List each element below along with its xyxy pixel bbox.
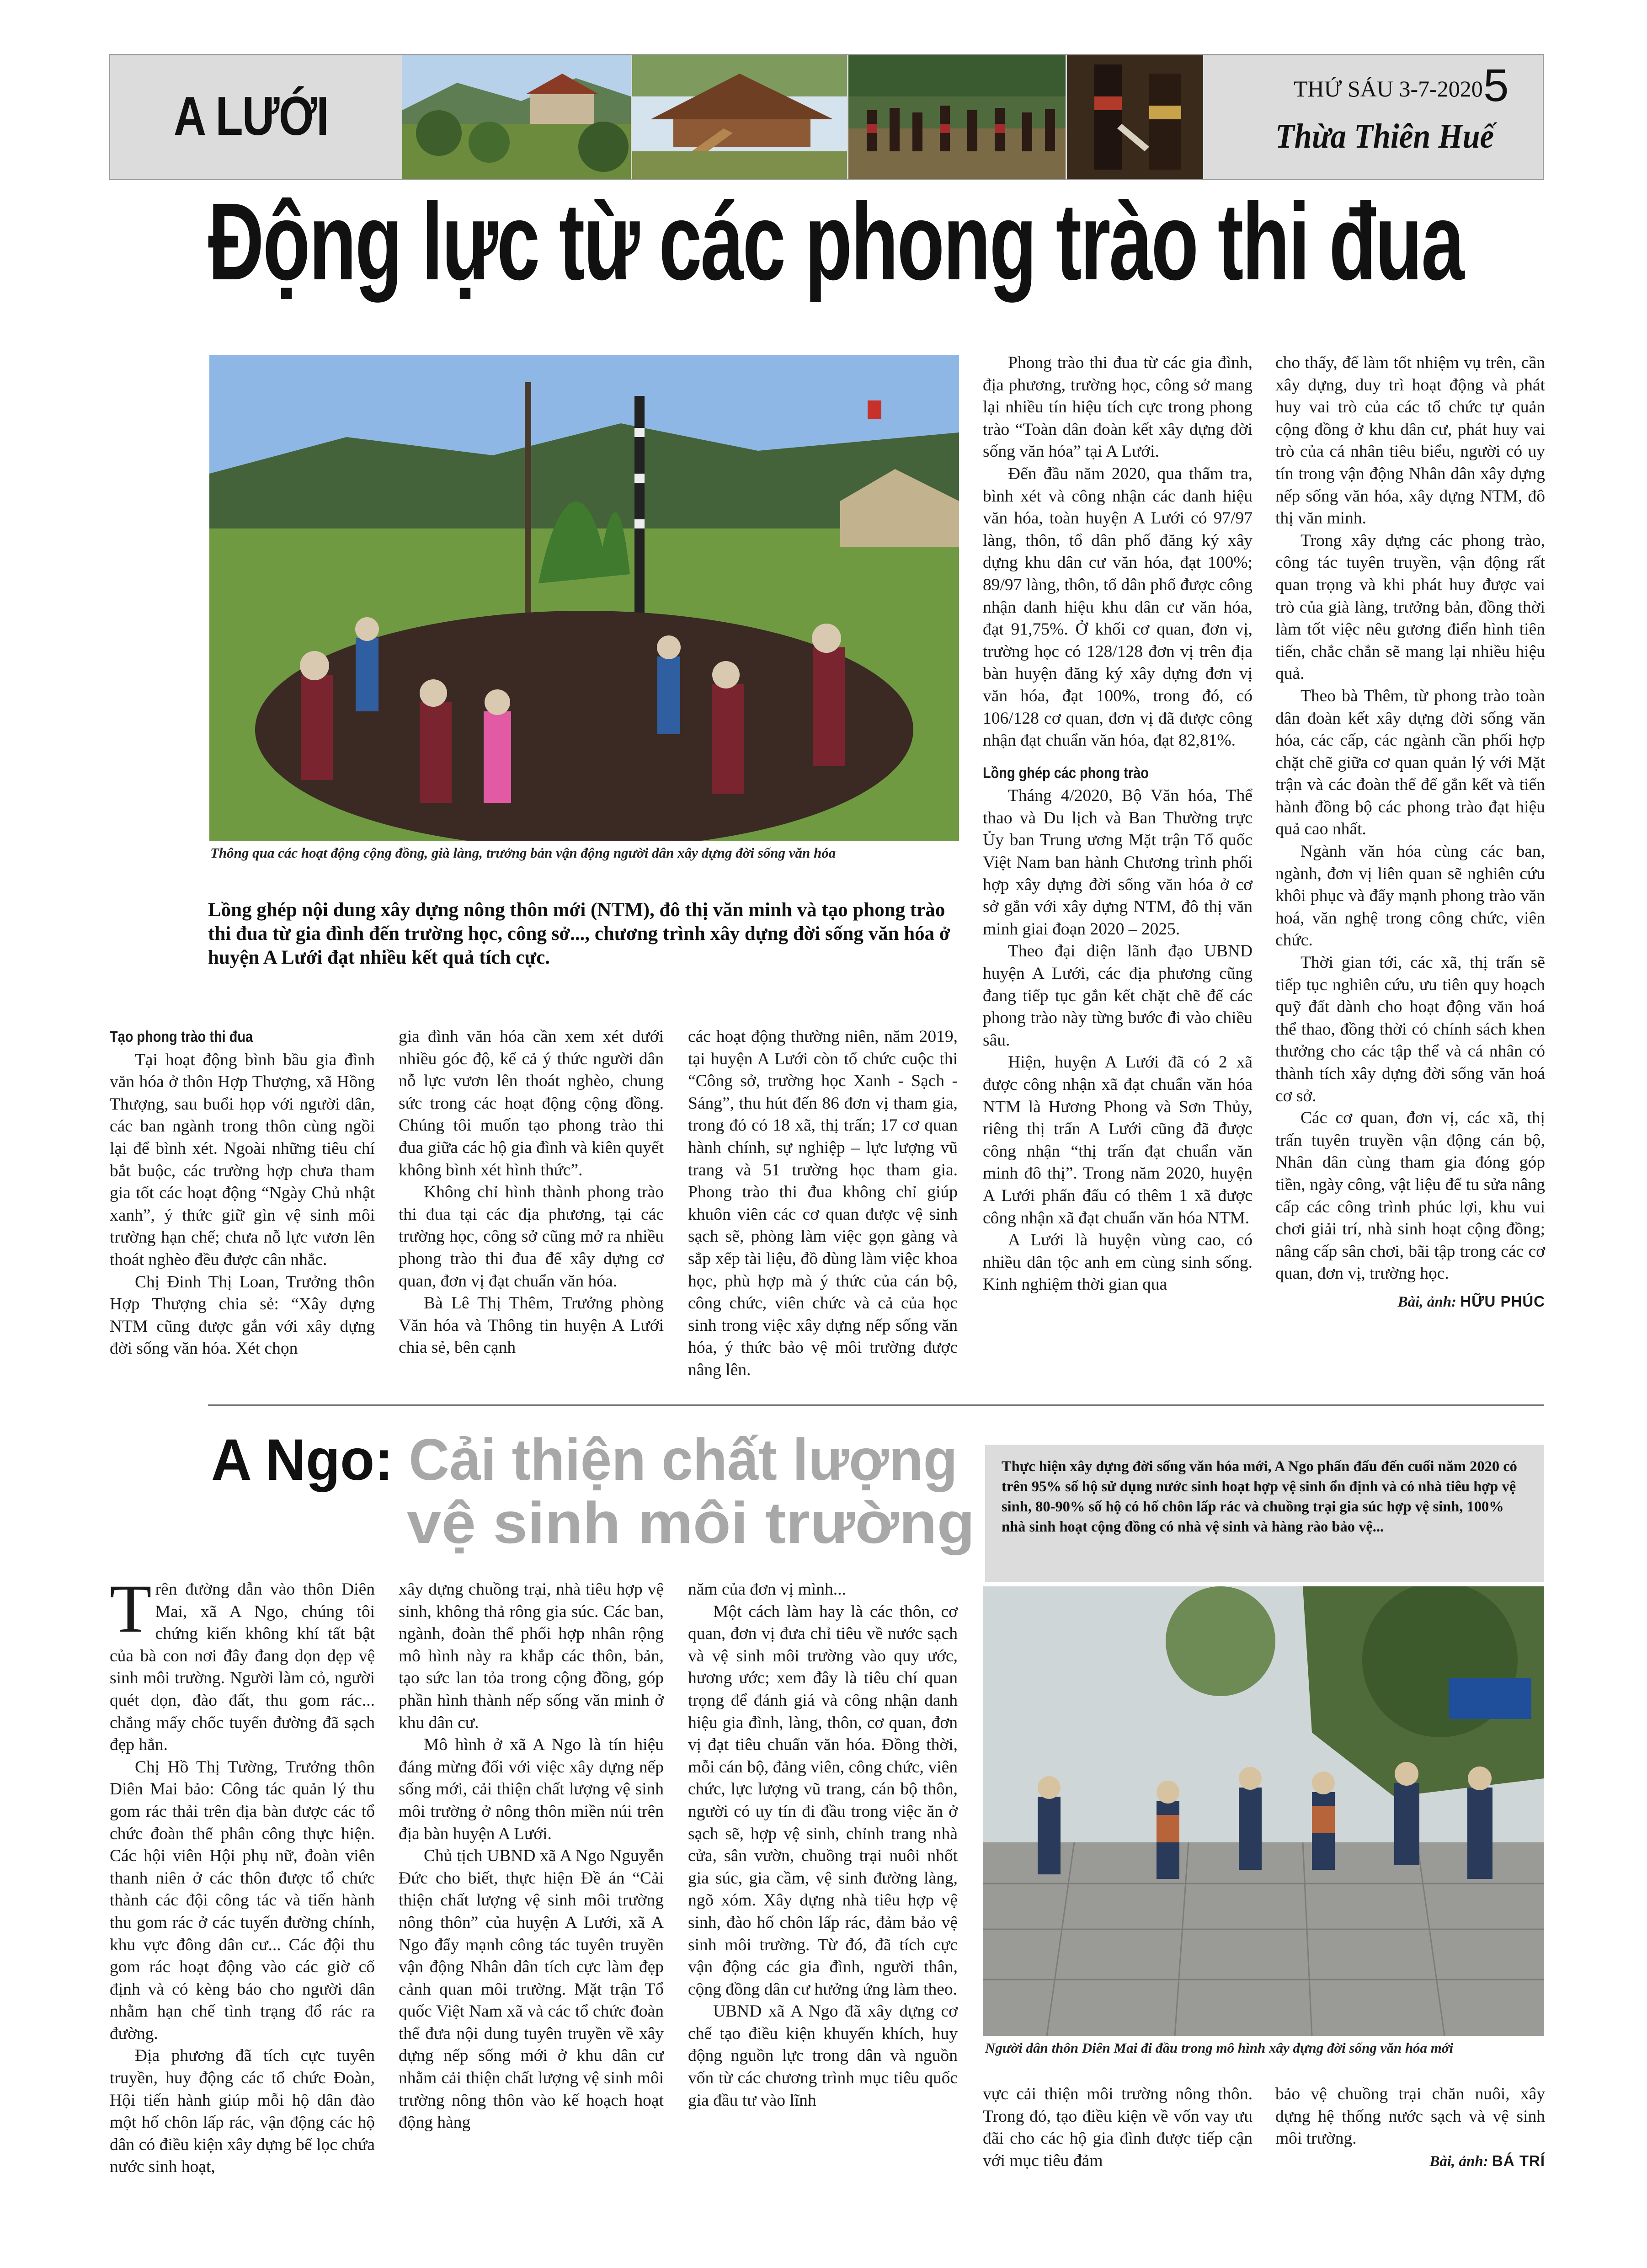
paragraph: Các cơ quan, đơn vị, các xã, thị trấn tuyên truyền vận động cán bộ, Nhân dân cùng tham gia đóng góp tiền, ngày công, vật liệu để tu sửa nâng cấp các công trình phúc lợi, khu vui chơi giải trí, nhà sinh hoạt cộng đồng; nâng cấp sân chơi, bãi tập trong các cơ quan, đơn vị, trường học. xyxy=(1275,1109,1545,1283)
paragraph: xây dựng chuồng trại, nhà tiêu hợp vệ sinh, không thả rông gia súc. Các ban, ngành, đoàn thể phối hợp nhân rộng mô hình này ra khắp các thôn, bản, tạo sức lan tỏa trong cộng đồng, góp phần hình thành nếp sống văn minh ở khu dân cư. xyxy=(399,1580,664,1732)
paragraph: cho thấy, để làm tốt nhiệm vụ trên, cần xây dựng, duy trì hoạt động và phát huy vai trò của các tổ chức tự quản cộng đồng ở khu dân cư, phát huy vai trò của cá nhân tiêu biểu, người có uy tín trong vận động Nhân dân xây dựng nếp sống văn hóa, xây dựng NTM, đô thị văn minh. xyxy=(1275,353,1545,528)
article-photo-community xyxy=(209,355,959,841)
subheading: Lồng ghép các phong trào xyxy=(983,764,1149,782)
paragraph: năm của đơn vị mình... xyxy=(688,1580,846,1599)
paragraph: vực cải thiện môi trường nông thôn. Trong đó, tạo điều kiện về vốn vay ưu đãi cho các hộ gia đình được tiếp cận với mục tiêu đảm xyxy=(983,2085,1253,2170)
article2-column-4 xyxy=(983,2083,1253,2172)
article-column-5 xyxy=(1275,352,1545,1313)
paragraph: Ngành văn hóa cùng các ban, ngành, đơn vị liên quan sẽ nghiên cứu khôi phục và đẩy mạnh phong trào văn hoá, văn nghệ trong công chức, viên chức. xyxy=(1275,842,1545,950)
newspaper-name: Thừa Thiên Huế xyxy=(1275,117,1494,155)
paragraph: bảo vệ chuồng trại chăn nuôi, xây dựng hệ thống nước sạch và vệ sinh môi trường. xyxy=(1275,2085,1545,2148)
paragraph: Mô hình ở xã A Ngo là tín hiệu đáng mừng đối với việc xây dựng nếp sống mới, cải thiện chất lượng vệ sinh môi trường ở nông thôn miền núi trên địa bàn huyện A Lưới. xyxy=(399,1735,664,1843)
article-headline: Động lực từ các phong trào thi đua xyxy=(208,180,1463,303)
paragraph: Thời gian tới, các xã, thị trấn sẽ tiếp tục nghiên cứu, ưu tiên quy hoạch quỹ đất dành cho hoạt động văn hoá thể thao, đồng thời có chính sách khen thưởng cho các tập thể và cá nhân có thành tích xây dựng đời sống văn hoá cơ sở. xyxy=(1275,953,1545,1105)
paragraph: Địa phương đã tích cực tuyên truyền, huy động các tổ chức Đoàn, Hội tiến hành giúp mỗi hộ dân đào một hố chôn lấp rác, vận động các hộ dân có điều kiện xây dựng bể lọc chứa nước sinh hoạt, xyxy=(110,2046,375,2177)
byline-2 xyxy=(1275,2150,1545,2173)
paragraph: các hoạt động thường niên, năm 2019, tại huyện A Lưới còn tổ chức cuộc thi “Công sở, trường học Xanh - Sạch - Sáng”, thu hút đến 86 đơn vị tham gia, trong đó có 18 xã, thị trấn; 17 cơ quan hành chính, sự nghiệp – lực lượng vũ trang và 51 trường học tham gia. Phong trào thi đua không chỉ giúp khuôn viên các cơ quan được vệ sinh sạch sẽ, phòng làm việc gọn gàng và sắp xếp tài liệu, đồ dùng làm việc khoa học, phù hợp mà ý thức của cán bộ, công chức, viên chức và cả của học sinh trong việc xây dựng nếp sống văn hóa, ý thức bảo vệ môi trường được nâng lên. xyxy=(688,1027,958,1379)
byline-author: HỮU PHÚC xyxy=(1460,1292,1545,1310)
paragraph: Theo bà Thêm, từ phong trào toàn dân đoàn kết xây dựng đời sống văn hóa, các cấp, các ngành cần phối hợp chặt chẽ giữa cơ quan quản lý với Mặt trận và các đoàn thể để gắn kết và tiến hành đồng bộ các phong trào đạt hiệu quả cao nhất. xyxy=(1275,686,1545,839)
paragraph: Chị Hồ Thị Tường, Trưởng thôn Diên Mai bảo: Công tác quản lý thu gom rác thải trên địa bàn được các tổ chức đoàn thể phân công thực hiện. Các hội viên Hội phụ nữ, đoàn viên thanh niên ở các thôn được tổ chức thành các đội công tác và tiến hành thu gom rác ở các tuyến đường chính, khu vực đông dân cư... Các đội thu gom rác hoạt động vào các giờ cố định và có kèng báo cho người dân nhằm hạn chế tình trạng đổ rác ra đường. xyxy=(110,1757,375,2043)
paragraph: A Lưới là huyện vùng cao, có nhiều dân tộc anh em cùng sinh sống. Kinh nghiệm thời gian qua xyxy=(983,1231,1253,1294)
paragraph: Đến đầu năm 2020, qua thẩm tra, bình xét và công nhận các danh hiệu văn hóa, toàn huyện A Lưới có 97/97 làng, thôn, tổ dân phố đăng ký xây dựng khu dân cư văn hóa, đạt 100%; 89/97 làng, thôn, tổ dân phố được công nhận danh hiệu khu dân cư văn hóa, đạt 91,75%. Ở khối cơ quan, đơn vị, trường học có 128/128 đơn vị trên địa bàn huyện đăng ký xây dựng đơn vị văn hóa, đạt 100%, trong đó, có 106/128 cơ quan, đơn vị đã được công nhận đạt chuẩn văn hóa, đạt 82,81%. xyxy=(983,464,1253,750)
paragraph: Trong xây dựng các phong trào, công tác tuyên truyền, vận động rất quan trọng và khi phát huy được vai trò của già làng, trưởng bản, đồng thời làm tốt việc nêu gương điển hình tiên tiến, chắc chắn sẽ mang lại nhiều hiệu quả. xyxy=(1275,531,1545,683)
headline-text-line1: Cải thiện chất lượng xyxy=(409,1427,958,1493)
article-column-3 xyxy=(688,1026,958,1382)
paragraph: gia đình văn hóa cần xem xét dưới nhiều góc độ, kể cả ý thức người dân nỗ lực vươn lên thoát nghèo, chung sức trong các hoạt động cộng đồng. Chúng tôi muốn tạo phong trào thi đua giữa các hộ gia đình và kiên quyết không bình xét hình thức”. xyxy=(399,1027,664,1179)
paragraph: Tháng 4/2020, Bộ Văn hóa, Thể thao và Du lịch và Ban Thường trực Ủy ban Trung ương Mặt trận Tổ quốc Việt Nam ban hành Chương trình phối hợp xây dựng đời sống văn hóa ở cơ sở gắn với xây dựng NTM, đô thị văn minh giai đoạn 2020 – 2025. xyxy=(983,786,1253,939)
article2-column-3 xyxy=(688,1579,958,2112)
article-sapo: Thực hiện xây dựng đời sống văn hóa mới, A Ngo phấn đấu đến cuối năm 2020 có trên 95% số hộ sử dụng nước sinh hoạt hợp vệ sinh ổn định và có nhà tiêu hợp vệ sinh, 80-90% số hộ có hố chôn lấp rác và chuồng trại gia súc hợp vệ sinh, 100% nhà sinh hoạt cộng đồng có nhà vệ sinh và hàng rào bảo vệ... xyxy=(985,1445,1544,1582)
paragraph: Chủ tịch UBND xã A Ngo Nguyễn Đức cho biết, thực hiện Đề án “Cải thiện chất lượng vệ sinh môi trường nông thôn” của huyện A Lưới, xã A Ngo đẩy mạnh công tác tuyên truyền vận động Nhân dân tích cực làm đẹp cảnh quan môi trường. Mặt trận Tổ quốc Việt Nam xã và các tổ chức đoàn thể đưa nội dung tuyên truyền về xây dựng nếp sống mới ở khu dân cư nhằm cải thiện chất lượng vệ sinh môi trường nông thôn vào kế hoạch hoạt động hàng xyxy=(399,1846,664,2132)
header-photo-weaving xyxy=(1067,55,1203,179)
page-number: 5 xyxy=(1483,60,1509,111)
article-column-1 xyxy=(110,1026,375,1360)
issue-date: THỨ SÁU 3-7-2020 xyxy=(1294,76,1483,101)
article-column-4 xyxy=(983,352,1253,1296)
photo-caption-2: Người dân thôn Diên Mai đi đầu trong mô hình xây dựng đời sống văn hóa mới xyxy=(985,2040,1454,2056)
paragraph: Theo đại diện lãnh đạo UBND huyện A Lưới, các địa phương cũng đang tiếp tục gắn kết chặt chẽ để các phong trào này từng bước đi vào chiều sâu. xyxy=(983,942,1253,1050)
paragraph xyxy=(110,1571,375,1756)
paragraph: Một cách làm hay là các thôn, cơ quan, đơn vị đưa chỉ tiêu về nước sạch và vệ sinh môi trường vào quy ước, hương ước; xem đây là tiêu chí quan trọng để đánh giá và công nhận danh hiệu gia đình, làng, thôn, cơ quan, đơn vị đạt tiêu chuẩn văn hóa. Đồng thời, mỗi cán bộ, đảng viên, công chức, viên chức, lực lượng vũ trang, cán bộ thôn, người có uy tín đi đầu trong việc ăn ở sạch sẽ, hợp vệ sinh, chỉnh trang nhà cửa, sân vườn, chuồng trại nuôi nhốt gia súc, gia cầm, vệ sinh đường làng, ngõ xóm. Xây dựng nhà tiêu hợp vệ sinh, đào hố chôn lấp rác, đảm bảo vệ sinh môi trường. Từ đó, đã tích cực vận động các gia đình, người thân, cộng đồng dân cư hưởng ứng làm theo. xyxy=(688,1602,958,1999)
header-photo-landscape xyxy=(402,55,631,179)
paragraph: Tại hoạt động bình bầu gia đình văn hóa ở thôn Hợp Thượng, xã Hồng Thượng, sau buổi họp với người dân, các ban ngành trong thôn cùng ngồi lại để bình xét. Ngoài những tiêu chí bắt buộc, các trường hợp chưa tham gia tốt các hoạt động “Ngày Chủ nhật xanh”, ý thức giữ gìn vệ sinh môi trường hạn chế; chưa nỗ lực vươn lên thoát nghèo đều được cân nhắc. xyxy=(110,1050,375,1269)
article-headline-2 xyxy=(211,1427,958,1493)
header-photo-dance xyxy=(848,55,1066,179)
byline xyxy=(1275,1291,1545,1313)
headline-text-line2: vệ sinh môi trường xyxy=(407,1490,975,1556)
article2-column-2 xyxy=(399,1579,664,2134)
section-divider xyxy=(208,1404,1544,1406)
paragraph: Không chỉ hình thành phong trào thi đua tại các địa phương, tại các trường học, công sở cũng mở ra nhiều phong trào thi đua để xây dựng cơ quan, đơn vị đạt chuẩn văn hóa. xyxy=(399,1183,664,1291)
paragraph: UBND xã A Ngo đã xây dựng cơ chế tạo điều kiện khuyến khích, huy động nguồn lực trong dân và nguồn vốn từ các chương trình mục tiêu quốc gia đầu tư vào lĩnh xyxy=(688,2002,958,2110)
article2-column-5 xyxy=(1275,2083,1545,2172)
paragraph: Chị Đinh Thị Loan, Trưởng thôn Hợp Thượng chia sẻ: “Xây dựng NTM cũng được gắn với xây dựng đời sống văn hóa. Xét chọn xyxy=(110,1272,375,1358)
paragraph-text: rên đường dẫn vào thôn Diên Mai, xã A Ngo, chúng tôi chứng kiến không khí tất bật của bà con nơi đây đang dọn dẹp vệ sinh môi trường. Người làm cỏ, người quét dọn, đào đất, thu gom rác... chẳng mấy chốc tuyến đường đã sạch đẹp hẳn. xyxy=(110,1580,375,1755)
byline-author: BÁ TRÍ xyxy=(1492,2152,1545,2169)
article-lead: Lồng ghép nội dung xây dựng nông thôn mới (NTM), đô thị văn minh và tạo phong trào thi đua từ gia đình đến trường học, công sở..., chương trình xây dựng đời sống văn hóa ở huyện A Lưới đạt nhiều kết quả tích cực. xyxy=(208,899,950,968)
byline-prefix: Bài, ảnh: xyxy=(1429,2153,1488,2170)
photo-caption: Thông qua các hoạt động cộng đồng, già làng, trưởng bản vận động người dân xây dựng đời sống văn hóa xyxy=(210,845,836,861)
paragraph: Bà Lê Thị Thêm, Trưởng phòng Văn hóa và Thông tin huyện A Lưới chia sẻ, bên cạnh xyxy=(399,1294,664,1357)
article-column-2 xyxy=(399,1026,664,1359)
subheading: Tạo phong trào thi đua xyxy=(110,1028,253,1046)
paragraph: Phong trào thi đua từ các gia đình, địa phương, trường học, công sở mang lại nhiều tín hiệu tích cực trong phong trào “Toàn dân đoàn kết xây dựng đời sống văn hóa” tại A Lưới. xyxy=(983,353,1253,461)
headline-place: A Ngo: xyxy=(211,1427,394,1493)
drop-cap: T xyxy=(110,1571,152,1647)
paragraph: Hiện, huyện A Lưới đã có 2 xã được công nhận xã đạt chuẩn văn hóa NTM là Hương Phong và Sơn Thủy, riêng thị trấn A Lưới cũng đã được công nhận “thị trấn đạt chuẩn văn minh đô thị”. Trong năm 2020, huyện A Lưới phấn đấu có thêm 1 xã được công nhận xã đạt chuẩn văn hóa NTM. xyxy=(983,1053,1253,1227)
section-title: A LƯỚI xyxy=(174,85,328,147)
article2-column-1 xyxy=(110,1571,375,2178)
byline-prefix: Bài, ảnh: xyxy=(1397,1293,1457,1310)
article-photo-cleanup xyxy=(983,1586,1544,2036)
header-photo-longhouse xyxy=(632,55,847,179)
